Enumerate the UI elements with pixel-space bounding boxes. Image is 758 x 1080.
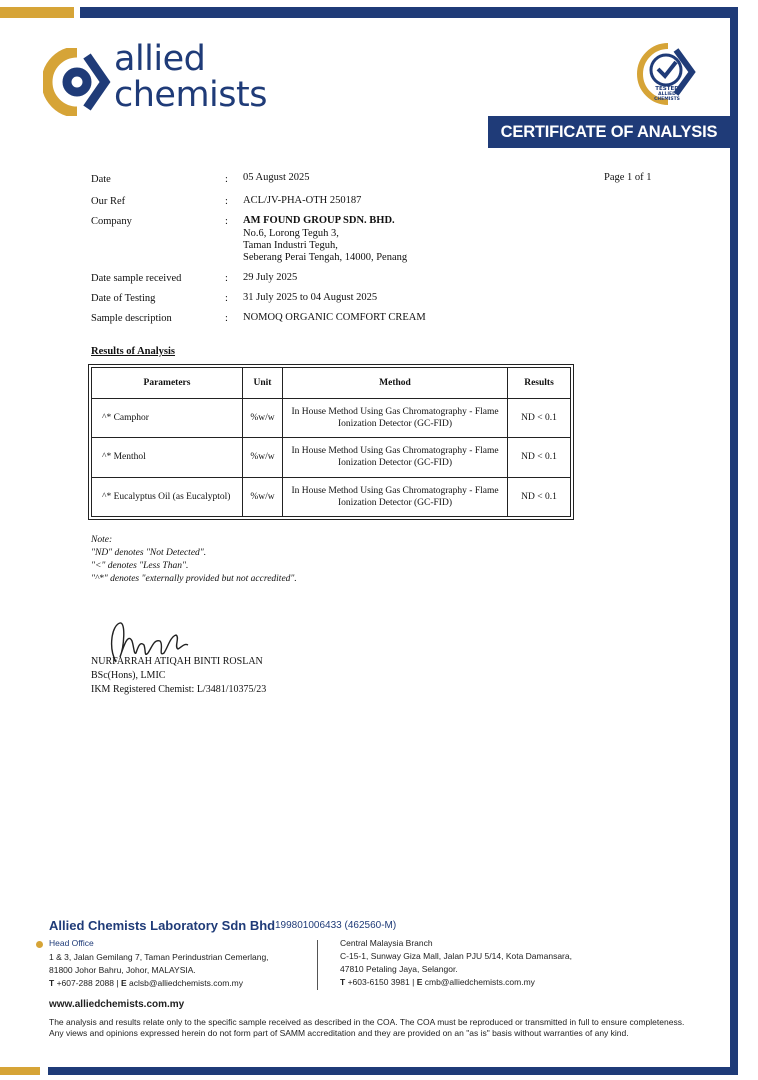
branch-email[interactable]: cmb@alliedchemists.com.my xyxy=(424,977,535,987)
table-row xyxy=(92,399,571,438)
certificate-title-banner: CERTIFICATE OF ANALYSIS xyxy=(488,116,730,148)
separator: | xyxy=(412,977,415,987)
colon: : xyxy=(225,216,228,227)
logo-text-chemists: chemists xyxy=(114,75,267,115)
ref-label: Our Ref xyxy=(91,196,126,207)
testing-label: Date of Testing xyxy=(91,293,156,304)
badge-text-tested: TESTED xyxy=(655,86,679,92)
table-row xyxy=(92,477,571,516)
signatory-registration: IKM Registered Chemist: L/3481/10375/23 xyxy=(91,684,267,695)
results-heading: Results of Analysis xyxy=(91,346,176,357)
branch-title: Central Malaysia Branch xyxy=(340,938,433,948)
method-line1: In House Method Using Gas Chromatography - Flame xyxy=(291,446,499,457)
results-table-frame xyxy=(88,364,574,520)
badge-text-chemists: CHEMISTS xyxy=(654,97,680,102)
email-letter: E xyxy=(120,978,127,988)
result-cell: ND < 0.1 xyxy=(508,438,571,477)
footer-registration-number: 199801006433 (462560-M) xyxy=(275,920,397,931)
email-letter: E xyxy=(416,977,423,987)
table-row xyxy=(92,438,571,477)
allied-chemists-logo-icon xyxy=(43,48,111,116)
signatory-qualification: BSc(Hons), LMIC xyxy=(91,670,166,681)
company-address-line2: Taman Industri Teguh, xyxy=(243,240,338,251)
note-line3: "^*" denotes "externally provided but not accredited". xyxy=(91,574,297,584)
company-name: AM FOUND GROUP SDN. BHD. xyxy=(243,215,395,226)
parameter-cell: ^* Eucalyptus Oil (as Eucalyptol) xyxy=(92,477,243,516)
sample-label: Sample description xyxy=(91,313,172,324)
head-office-email[interactable]: aclsb@alliedchemists.com.my xyxy=(129,978,243,988)
parameter-cell: ^* Camphor xyxy=(92,399,243,438)
colon: : xyxy=(225,313,228,324)
head-office-line2: 81800 Johor Bahru, Johor, MALAYSIA. xyxy=(49,965,196,975)
header-parameters: Parameters xyxy=(92,368,243,399)
colon: : xyxy=(225,273,228,284)
parameter-cell: ^* Menthol xyxy=(92,438,243,477)
website-link[interactable]: www.alliedchemists.com.my xyxy=(49,999,185,1010)
head-office-title: Head Office xyxy=(49,938,94,948)
company-label: Company xyxy=(91,216,132,227)
table-header-row xyxy=(92,368,571,399)
method-cell xyxy=(283,477,508,516)
result-cell: ND < 0.1 xyxy=(508,399,571,438)
bottom-navy-bar xyxy=(48,1067,738,1075)
method-line2: Ionization Detector (GC-FID) xyxy=(338,419,452,430)
method-line1: In House Method Using Gas Chromatography - Flame xyxy=(291,407,499,418)
disclaimer-text: The analysis and results relate only to the specific sample received as described in the COA. The COA must be reproduced or transmitted in full to ensure completeness. Any views and opinions expressed herein do not form part of SAMM accreditation and they are provided on an "as is" basis without warranties of any kind. xyxy=(49,1017,685,1038)
colon: : xyxy=(225,196,228,207)
unit-cell: %w/w xyxy=(243,399,283,438)
results-table xyxy=(91,367,571,517)
header-unit: Unit xyxy=(243,368,283,399)
head-office-bullet-icon xyxy=(36,941,43,948)
method-line2: Ionization Detector (GC-FID) xyxy=(338,458,452,469)
footer-company-name: Allied Chemists Laboratory Sdn Bhd xyxy=(49,918,276,933)
company-address-line1: No.6, Lorong Teguh 3, xyxy=(243,228,339,239)
note-title: Note: xyxy=(91,535,113,545)
sample-value: NOMOQ ORGANIC COMFORT CREAM xyxy=(243,312,426,323)
ref-value: ACL/JV-PHA-OTH 250187 xyxy=(243,195,362,206)
method-line1: In House Method Using Gas Chromatography - Flame xyxy=(291,485,499,496)
method-cell xyxy=(283,399,508,438)
page-number: Page 1 of 1 xyxy=(604,172,652,183)
received-value: 29 July 2025 xyxy=(243,272,298,283)
head-office-contact xyxy=(49,977,243,990)
received-label: Date sample received xyxy=(91,273,182,284)
date-value: 05 August 2025 xyxy=(243,172,310,183)
bottom-gold-bar xyxy=(0,1067,40,1075)
header-results: Results xyxy=(508,368,571,399)
result-cell: ND < 0.1 xyxy=(508,477,571,516)
date-label: Date xyxy=(91,174,111,185)
separator: | xyxy=(116,978,119,988)
colon: : xyxy=(225,293,228,304)
branch-line1: C-15-1, Sunway Giza Mall, Jalan PJU 5/14, Kota Damansara, xyxy=(340,951,572,961)
branch-contact xyxy=(340,976,535,989)
branch-phone[interactable]: +603-6150 3981 xyxy=(347,977,410,987)
badge-text-allied: ALLIED xyxy=(658,92,676,97)
right-navy-bar xyxy=(730,7,738,1069)
signatory-name: NURFARRAH ATIQAH BINTI ROSLAN xyxy=(91,656,263,667)
unit-cell: %w/w xyxy=(243,477,283,516)
top-gold-bar xyxy=(0,7,74,18)
note-line2: "<" denotes "Less Than". xyxy=(91,561,189,571)
method-cell xyxy=(283,438,508,477)
head-office-line1: 1 & 3, Jalan Gemilang 7, Taman Perindustrian Cemerlang, xyxy=(49,952,269,962)
head-office-phone[interactable]: +607-288 2088 xyxy=(56,978,115,988)
phone-letter: T xyxy=(49,978,55,988)
logo-text-allied: allied xyxy=(114,39,206,79)
top-navy-bar xyxy=(80,7,738,18)
testing-value: 31 July 2025 to 04 August 2025 xyxy=(243,292,378,303)
header-method: Method xyxy=(283,368,508,399)
method-line2: Ionization Detector (GC-FID) xyxy=(338,497,452,508)
branch-line2: 47810 Petaling Jaya, Selangor. xyxy=(340,964,458,974)
phone-letter: T xyxy=(340,977,346,987)
footer-divider xyxy=(317,940,318,990)
company-address-line3: Seberang Perai Tengah, 14000, Penang xyxy=(243,252,408,263)
unit-cell: %w/w xyxy=(243,438,283,477)
colon: : xyxy=(225,174,228,185)
note-line1: "ND" denotes "Not Detected". xyxy=(91,548,207,558)
